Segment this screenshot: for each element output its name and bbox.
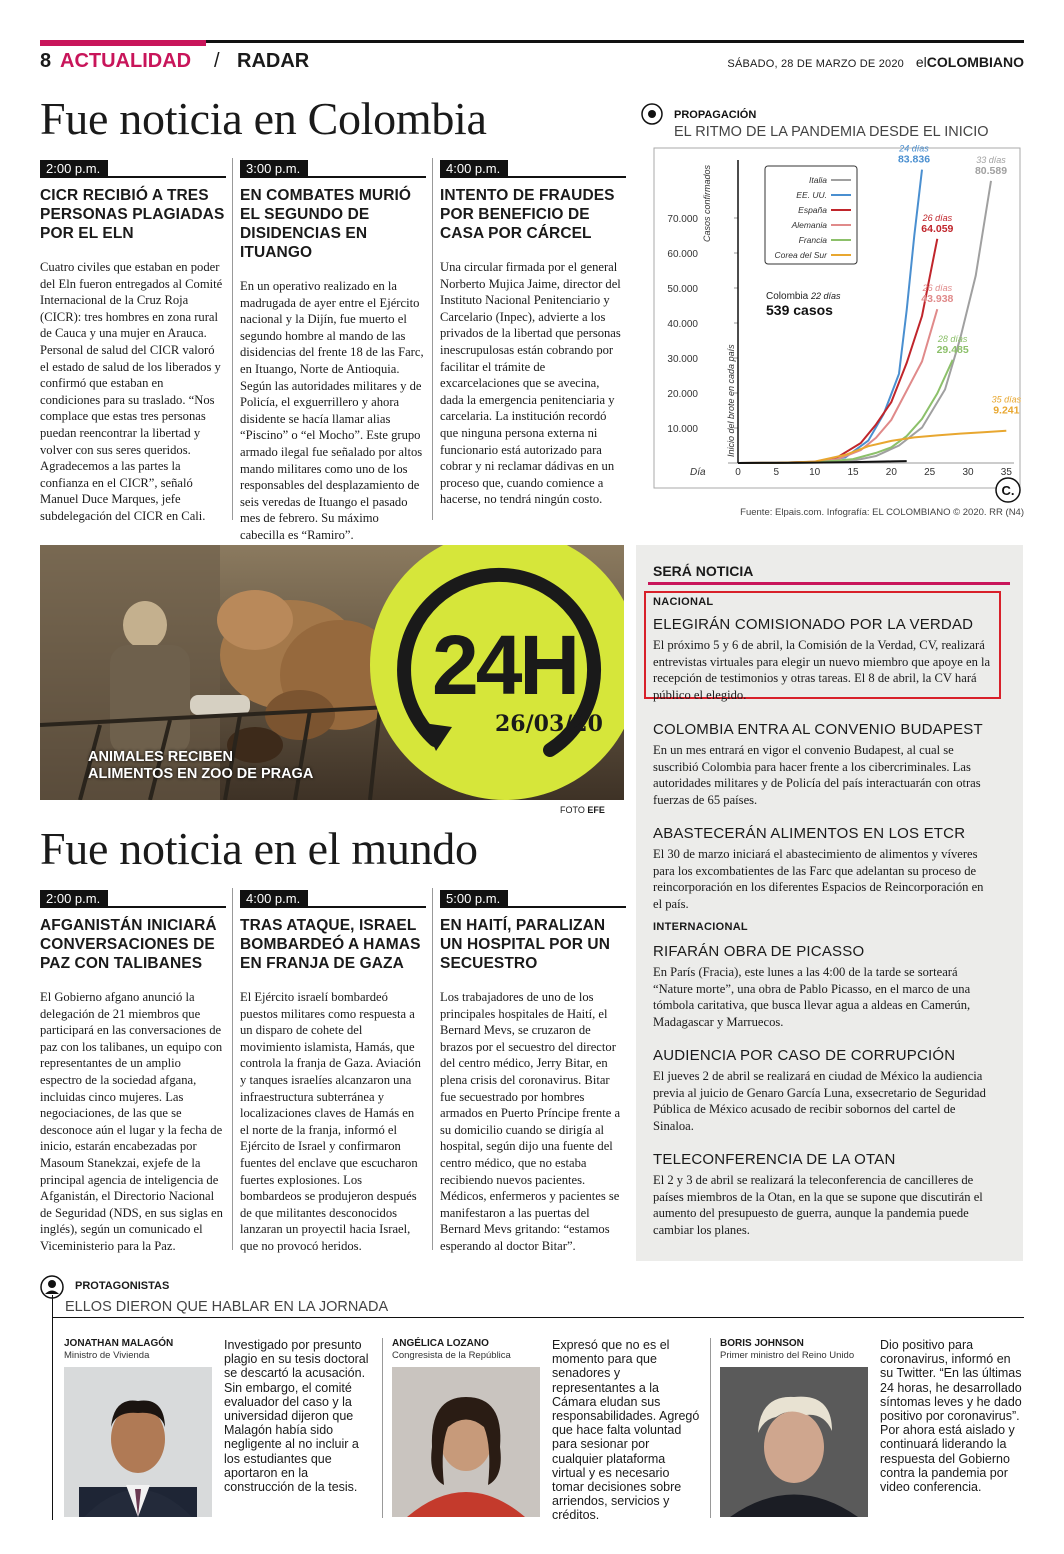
chart-title: EL RITMO DE LA PANDEMIA DESDE EL INICIO [674, 124, 989, 140]
legend-label: España [798, 205, 827, 215]
series-days-label: 26 días [922, 212, 953, 223]
news-time: 4:00 p.m. [440, 160, 508, 177]
y-axis-label: Casos confirmados [702, 164, 712, 242]
photo-credit [560, 805, 605, 815]
news-time: 2:00 p.m. [40, 160, 108, 177]
person-role: Primer ministro del Reino Unido [720, 1350, 855, 1361]
series-days-label: 28 días [937, 333, 968, 344]
person-name: BORIS JOHNSON [720, 1338, 804, 1349]
news-body: En un operativo realizado en la madrugada de ayer entre el Ejército nacional y la Dijín, fue muerto el segundo hombre al mando de las disidencias del frente 18 de las Farc, en Ituango, Norte de Antioquia. Según las autoridades militares y de Policía, el exguerrillero y ahora disidente se hacía llamar alias “Piscino” o “el Mocho”. Este grupo armado ilegal fue señalado por altos mando militares como uno de los responsables del desplazamiento de seis veredas de Ituango el pasado mes de febrero. Su máximo cabecilla es “Ramiro”. [240, 279, 424, 542]
sera-headline: COLOMBIA ENTRA AL CONVENIO BUDAPEST [653, 721, 983, 738]
page-header [40, 50, 1024, 78]
series-line [738, 239, 937, 463]
y-tick-label: 30.000 [667, 354, 698, 365]
person-photo [720, 1367, 868, 1517]
photo-caption: ANIMALES RECIBEN ALIMENTOS EN ZOO DE PRAGA [88, 749, 314, 782]
chart-kicker: PROPAGACIÓN [674, 109, 757, 121]
mundo-news-2 [240, 888, 426, 1255]
logo-icon: C. [1001, 483, 1015, 498]
y-tick-label: 10.000 [667, 424, 698, 435]
sera-headline: TELECONFERENCIA DE LA OTAN [653, 1151, 896, 1168]
mundo-news-3 [440, 888, 626, 1255]
series-days-label: 33 días [976, 154, 1006, 165]
x-tick-label: 20 [885, 467, 897, 478]
sera-item-2 [653, 715, 993, 808]
series-days-label: 26 días [922, 283, 953, 294]
sera-headline: AUDIENCIA POR CASO DE CORRUPCIÓN [653, 1047, 956, 1064]
person-role: Congresista de la República [392, 1350, 511, 1361]
legend-label: Italia [809, 175, 827, 185]
x-tick-label: 5 [773, 467, 780, 478]
header-accent-bar [40, 40, 206, 46]
sera-body: En París (Fracia), este lunes a las 4:00 de la tarde se sorteará “Nature morte”, una obra de Pablo Picasso, en el marco de una tómbola caritativa, que busca llevar agua a aldeas en Camerún, Madagascar y Marruecos. [653, 965, 971, 1029]
news-body: El Ejército israelí bombardeó puestos militares como respuesta a un disparo de cohete del movimiento islamista, Hamás, que controla la franja de Gaza. Aviación y tanques israelíes alcanzaron una infraestructura subterránea y localizaciones claves de Hamás en el norte de la franja, informó el Ejército de Israel y confirmaron fuentes del enclave que escucharon fuertes explosiones. Los bombardeos se produjeron después de que militantes desconocidos lanzaran un proyectil hacia Israel, que no provocó heridos. [240, 990, 421, 1253]
news-body: Una circular firmada por el general Norberto Mujica Jaime, director del Instituto Nacional Penitenciario y Carcelario (Inpec), advierte a los privados de la libertad que personas inescrupulosas están cobrando por facilitar el trámite de excarcelaciones que se avecina, dada la emergencia penitenciaria y carcelaria. La institución recordó que ninguna persona externa ni funcionario está autorizado para cobrar y ni reclamar dádivas en un proceso que, cuando comience a hacerse, no tendrá ningún costo. [440, 260, 621, 507]
y-tick-label: 70.000 [667, 214, 698, 225]
chart-canvas [640, 98, 1024, 508]
sera-item-3 [653, 819, 993, 912]
sera-body: El 2 y 3 de abril se realizará la teleconferencia de cancilleres de países miembros de la Otan, en la que se supone que discutirán el aumento del presupuesto de guerra, aunque la pandemia puede cambiar los planes. [653, 1173, 983, 1237]
news-body: El Gobierno afgano anunció la delegación de 21 miembros que participará en las conversaciones de paz con los talibanes, un equipo con representantes de un amplio espectro de la sociedad afgana, incluidas cinco mujeres. Las negociaciones, de las que se desconoce aún el lugar y la fecha de inicio, estarán encabezadas por Masoum Stanekzai, exjefe de la principal agencia de inteligencia de Afganistán, el Directorio Nacional de Seguridad (NDS, en sus siglas en inglés), según un comunicado el Viceministerio para la Paz. [40, 990, 223, 1253]
news-headline: EN COMBATES MURIÓ EL SEGUNDO DE DISIDENCIAS EN ITUANGO [240, 187, 412, 261]
news-headline: INTENTO DE FRAUDES POR BENEFICIO DE CASA POR CÁRCEL [440, 187, 615, 242]
subsection-name: RADAR [237, 50, 310, 72]
nacional-label: NACIONAL [653, 596, 714, 608]
x-tick-label: 35 [1000, 467, 1012, 478]
x-tick-label: 30 [962, 467, 974, 478]
virus-icon-core [648, 110, 656, 118]
news-time: 5:00 p.m. [440, 890, 508, 907]
sera-item-4 [653, 937, 993, 1030]
chart-plot [654, 144, 1022, 502]
y-tick-label: 50.000 [667, 284, 698, 295]
column-divider [232, 888, 233, 1250]
outbreak-note: Inicio del brote en cada país [726, 344, 736, 457]
chart-source: Fuente: Elpais.com. Infografía: EL COLOMBIANO © 2020. RR (N4) [740, 507, 1024, 518]
x-tick-label: 25 [924, 467, 936, 478]
photo-credit-prefix: FOTO [560, 805, 585, 815]
series-days-label: 35 días [991, 394, 1022, 405]
series-days-label: 24 días [899, 143, 929, 154]
zoo-photo [40, 545, 624, 800]
series-value-label: 29.485 [936, 343, 969, 356]
news-headline: EN HAITÍ, PARALIZAN UN HOSPITAL POR UN SECUESTRO [440, 917, 611, 972]
sera-item-5 [653, 1041, 993, 1134]
sera-headline: ELEGIRÁN COMISIONADO POR LA VERDAD [653, 616, 974, 633]
legend-label: Corea del Sur [774, 250, 827, 260]
y-tick-label: 60.000 [667, 249, 698, 260]
protagonistas-kicker: PROTAGONISTAS [75, 1280, 170, 1292]
brand-logo[interactable] [916, 54, 1024, 70]
sera-noticia-panel [636, 545, 1023, 1261]
internacional-label: INTERNACIONAL [653, 921, 748, 933]
sera-body: El próximo 5 y 6 de abril, la Comisión de la Verdad, CV, realizará entrevistas virtuales para elegir un nuevo miembro que apoye en la recepción de testimonios y otras tareas. El 8 de abril, la CV hará público el elegido. [653, 638, 991, 702]
x-tick-label: 10 [809, 467, 821, 478]
news-time: 4:00 p.m. [240, 890, 308, 907]
person-photo [64, 1367, 212, 1517]
protagonistas-rule [52, 1317, 1024, 1318]
protagonistas-section [40, 1275, 1024, 1523]
x-tick-label: 0 [735, 467, 741, 478]
news-time: 3:00 p.m. [240, 160, 308, 177]
sera-body: En un mes entrará en vigor el convenio Budapest, al cual se suscribió Colombia para hacer frente a los cibercriminales. Las autoridades militares y de Policía del país interactuarán con otras fuerzas de 65 países. [653, 743, 981, 807]
series-value-label: 43.938 [921, 293, 954, 306]
news-body: Los trabajadores de uno de los principales hospitales de Haití, el Bernard Mevs, se cruzaron de brazos por el secuestro del director del centro médico, Jerry Bitar, en plena crisis del coronavirus. Bitar fue secuestrado por hombres armados en Puerto Príncipe frente a su domicilio cuando se dirigía al hospital, según dijo una fuente del centro médico, que no estaba recibiendo nuevos pacientes. Médicos, enfermeros y pacientes se manifestaron a las puertas del Bernard Mevs gritando: “estamos esperando al doctor Bitar”. [440, 990, 621, 1253]
photo-credit-name: EFE [587, 805, 605, 815]
person-text: Expresó que no es el momento para que senadores y representantes a la Cámara eludan sus responsabilidades. Agregó que hace falta voluntad para sesionar por cualquier plataforma virtual y es necesario tomar decisiones sobre arriendos, servicios y créditos. [552, 1338, 700, 1523]
news-time: 2:00 p.m. [40, 890, 108, 907]
series-value-label: 83.836 [897, 153, 931, 166]
sera-item-6 [653, 1145, 993, 1238]
person-photo [392, 1367, 540, 1517]
issue-date: SÁBADO, 28 DE MARZO DE 2020 [727, 58, 904, 70]
sera-item-1 [653, 610, 993, 703]
colombia-news-2 [240, 158, 426, 544]
sera-noticia-title: SERÁ NOTICIA [653, 563, 754, 579]
person-text: Dio positivo para coronavirus, informó en su Twitter. “En las últimas 24 horas, he desarrollado síntomas leves y he dado positivo por coronavirus”. Por ahora está aislado y continuará liderando la respuesta del Gobierno contra la pandemia por video conferencia. [880, 1338, 1022, 1495]
sera-headline: RIFARÁN OBRA DE PICASSO [653, 943, 865, 960]
colombia-section-title: Fue noticia en Colombia [40, 93, 487, 144]
colombia-value-label: 539 casos [766, 302, 833, 318]
person-name: ANGÉLICA LOZANO [392, 1338, 489, 1349]
sera-noticia-rule [648, 582, 1010, 585]
brand-prefix: el [915, 54, 927, 70]
y-tick-label: 20.000 [667, 389, 698, 400]
colombia-news-1 [40, 158, 226, 525]
y-tick-label: 40.000 [667, 319, 698, 330]
series-value-label: 80.589 [974, 164, 1008, 177]
protagonistas-vrule [52, 1295, 53, 1520]
badge-24h: 24H [432, 618, 578, 712]
column-divider [432, 158, 433, 520]
series-value-label: 9.241 [993, 404, 1020, 417]
page-number: 8 [40, 50, 52, 72]
sera-headline: ABASTECERÁN ALIMENTOS EN LOS ETCR [653, 825, 966, 842]
person-role: Ministro de Vivienda [64, 1350, 150, 1361]
series-value-label: 64.059 [921, 222, 954, 235]
protagonistas-title: ELLOS DIERON QUE HABLAR EN LA JORNADA [65, 1299, 389, 1315]
news-headline: CICR RECIBIÓ A TRES PERSONAS PLAGIADAS POR EL ELN [40, 187, 225, 242]
colombia-news-3 [440, 158, 626, 508]
column-divider [710, 1338, 711, 1518]
column-divider [382, 1338, 383, 1518]
mundo-section-title: Fue noticia en el mundo [40, 823, 478, 874]
mundo-news-1 [40, 888, 226, 1255]
legend-label: Francia [798, 235, 827, 245]
x-tick-label: 15 [847, 467, 859, 478]
x-axis-label: Día [690, 467, 706, 478]
column-divider [432, 888, 433, 1250]
sera-body: El jueves 2 de abril se realizará en ciudad de México la audiencia previa al juicio de Genaro García Luna, exsecretario de Seguridad Pública de México acusado de recibir sobornos del cartel de Sinaloa. [653, 1069, 986, 1133]
colombia-days-label: 22 días [811, 291, 841, 301]
section-name: ACTUALIDAD [60, 50, 192, 72]
news-headline: AFGANISTÁN INICIARÁ CONVERSACIONES DE PAZ CON TALIBANES [40, 917, 217, 972]
person-name: JONATHAN MALAGÓN [64, 1338, 174, 1349]
sera-body: El 30 de marzo iniciará el abastecimiento de alimentos y víveres para los excombatientes de las Farc que adelantan su proceso de reincorporación en los diferentes Espacios de Reincorporación en el país. [653, 847, 984, 911]
series-line [738, 360, 953, 463]
pandemic-chart [640, 98, 1024, 518]
column-divider [232, 158, 233, 520]
legend-label: EE. UU. [796, 190, 827, 200]
news-headline: TRAS ATAQUE, ISRAEL BOMBARDEÓ A HAMAS EN FRANJA DE GAZA [240, 917, 421, 972]
legend-label: Alemania [791, 220, 827, 230]
brand-name: COLOMBIANO [926, 54, 1024, 70]
section-separator: / [214, 50, 220, 72]
news-body: Cuatro civiles que estaban en poder del Eln fueron entregados al Comité Internacional de la Cruz Roja (CICR): tres hombres en zona rural de Cauca y una mujer en Arauca. Personal de salud del CICR valoró el estado de salud de los liberados y confirmó que estaban en condiciones para su traslado. “Nos complace que estas tres personas puedan reencontrar la libertad y volver con sus seres queridos. Agradecemos a las partes la confianza en el CICR”, señaló Manuel Duce Marques, jefe subdelegación del CICR en Cali. [40, 260, 223, 523]
person-text: Investigado por presunto plagio en su tesis doctoral se descartó la acusación. Sin embargo, el comité evaluador del caso y la universidad dijeron que Malagón había sido negligente al no incluir a los estudiantes que aportaron en la construcción de la tesis. [224, 1338, 369, 1495]
colombia-label: Colombia [766, 291, 809, 302]
badge-date: 26/03/20 [495, 711, 603, 737]
